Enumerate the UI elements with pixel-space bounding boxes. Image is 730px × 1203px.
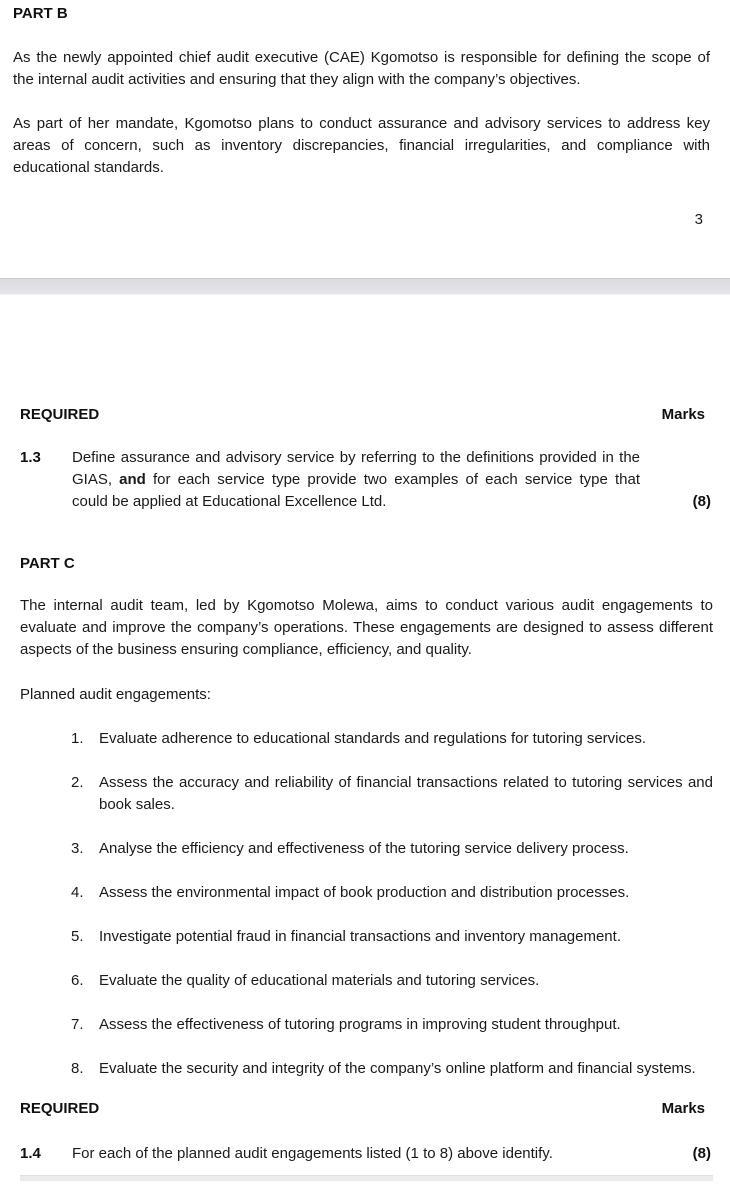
list-item-number: 8.	[71, 1060, 84, 1077]
list-item-number: 1.	[71, 730, 84, 747]
page-number: 3	[694, 211, 703, 228]
list-item-number: 7.	[71, 1016, 84, 1033]
list-item	[71, 882, 713, 904]
list-item-number: 4.	[71, 884, 84, 901]
list-item-text: Analyse the efficiency and effectiveness of the tutoring service delivery process.	[99, 840, 629, 857]
question-1-4-marks: (8)	[692, 1145, 711, 1162]
part-b-paragraph-2: As part of her mandate, Kgomotso plans to conduct assurance and advisory services to address key areas of concern, such as inventory discrepancies, financial irregularities, and compliance with educational standards.	[13, 115, 710, 176]
list-item	[71, 838, 713, 860]
list-item	[71, 1058, 713, 1080]
required-heading-2: REQUIRED	[20, 1100, 100, 1117]
part-b-section	[0, 0, 730, 231]
page-2-section	[0, 404, 730, 1181]
part-c-intro-paragraph: The internal audit team, led by Kgomotso Molewa, aims to conduct various audit engagements to evaluate and improve the company’s operations. These engagements are designed to assess different aspects of the business ensuring compliance, efficiency, and quality.	[20, 597, 713, 658]
part-c-heading: PART C	[20, 555, 75, 572]
list-item-text: Evaluate the quality of educational materials and tutoring services.	[99, 972, 540, 989]
page-break-divider	[0, 278, 730, 295]
question-1-3	[20, 447, 713, 513]
question-1-3-bold-word: and	[119, 471, 146, 488]
list-item-text: Assess the environmental impact of book production and distribution processes.	[99, 884, 630, 901]
list-item-number: 5.	[71, 928, 84, 945]
question-1-4	[20, 1143, 713, 1165]
required-marks-row-1	[20, 404, 713, 426]
list-item	[71, 970, 713, 992]
list-item	[71, 926, 713, 948]
marks-heading-2: Marks	[661, 1100, 705, 1117]
list-item	[71, 728, 713, 750]
question-1-3-text	[72, 447, 640, 513]
question-1-3-text-before: Define assurance and advisory service by referring to the definitions provided in the GIAS,	[72, 449, 640, 488]
list-item	[71, 1014, 713, 1036]
required-heading-1: REQUIRED	[20, 406, 100, 423]
question-1-4-text: For each of the planned audit engagements listed (1 to 8) above identify.	[72, 1145, 553, 1162]
list-item-text: Assess the accuracy and reliability of financial transactions related to tutoring services and book sales.	[99, 774, 713, 813]
list-item-text: Evaluate the security and integrity of the company’s online platform and financial systems.	[99, 1060, 696, 1077]
list-item-text: Investigate potential fraud in financial transactions and inventory management.	[99, 928, 621, 945]
part-b-heading: PART B	[13, 5, 68, 22]
list-item-text: Evaluate adherence to educational standards and regulations for tutoring services.	[99, 730, 647, 747]
list-item-text: Assess the effectiveness of tutoring programs in improving student throughput.	[99, 1016, 621, 1033]
bottom-page-edge	[20, 1175, 713, 1181]
required-marks-row-2	[20, 1098, 713, 1120]
question-1-4-number: 1.4	[20, 1145, 41, 1162]
question-1-3-marks: (8)	[692, 493, 711, 510]
list-item-number: 6.	[71, 972, 84, 989]
planned-engagements-label: Planned audit engagements:	[20, 686, 211, 703]
list-item-number: 3.	[71, 840, 84, 857]
list-item-number: 2.	[71, 774, 84, 791]
list-item	[71, 772, 713, 816]
question-1-3-text-after: for each service type provide two examples of each service type that could be applied at Educational Excellence Ltd.	[72, 471, 641, 510]
part-b-paragraph-1: As the newly appointed chief audit executive (CAE) Kgomotso is responsible for defining the scope of the internal audit activities and ensuring that they align with the company’s objectives.	[13, 49, 710, 88]
marks-heading-1: Marks	[661, 406, 705, 423]
engagements-list	[20, 728, 713, 1080]
question-1-3-number: 1.3	[20, 449, 41, 466]
